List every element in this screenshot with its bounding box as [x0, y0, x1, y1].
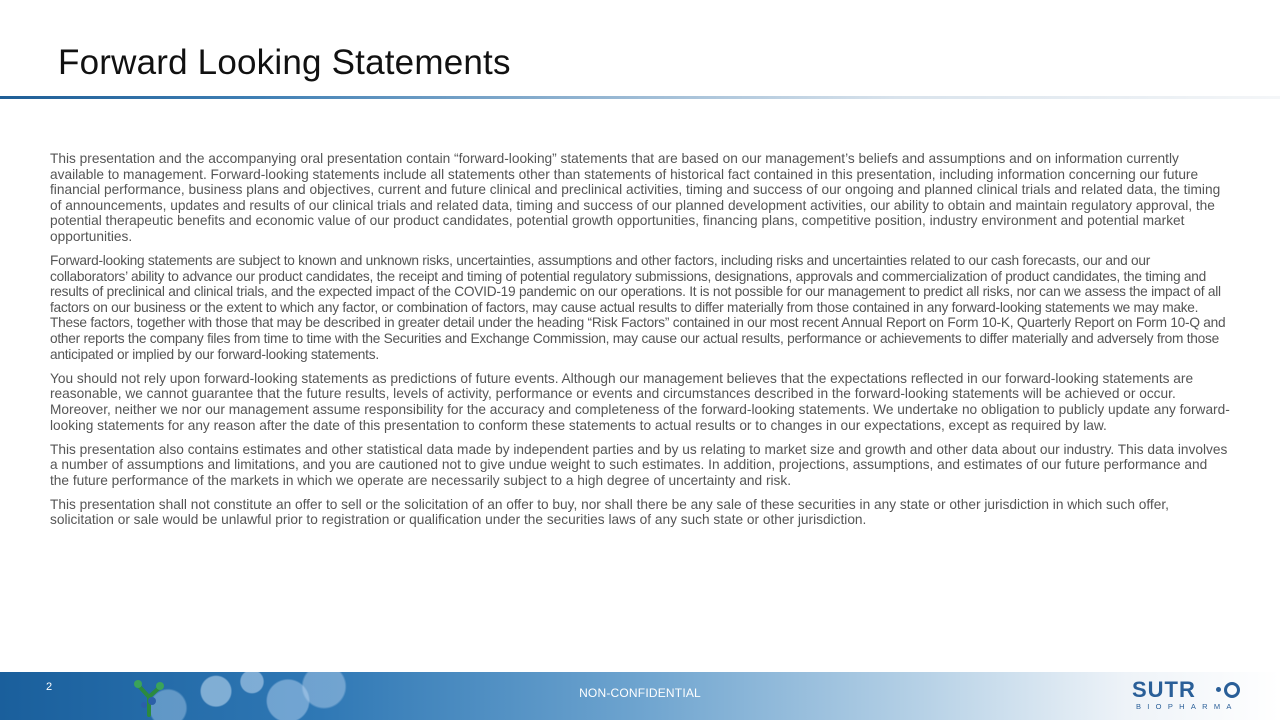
logo-subtitle: BIOPHARMA: [1136, 702, 1238, 711]
logo-dot: [1216, 687, 1221, 692]
paragraph-4: This presentation also contains estimates and other statistical data made by independent parties and by us relating to market size and growth and other data about our industry. This data involves a number of assumptions and limitations, and you are cautioned not to give undue weight to such estimates. In addition, projections, assumptions, and estimates of our future performance and the future performance of the markets in which we operate are necessarily subject to a high degree of uncertainty and risk.: [50, 441, 1228, 488]
sutro-logo: [1132, 678, 1252, 714]
paragraph-3: You should not rely upon forward-looking statements as predictions of future events. Although our management believes that the expectations reflected in our forward-looking statements are reasonable, we cannot guarantee that the future results, levels of activity, performance or events and circumstances described in the forward-looking statements will be achieved or occur. Moreover, neither we nor our management assume responsibility for the accuracy and completeness of the forward-looking statements. We undertake no obligation to publicly update any forward-looking statements for any reason after the date of this presentation to conform these statements to actual results or to changes in our expectations, except as required by law.: [50, 370, 1230, 433]
classification-label: NON-CONFIDENTIAL: [579, 686, 701, 700]
slide-title: Forward Looking Statements: [58, 43, 511, 82]
slide-number: 2: [46, 681, 53, 693]
title-divider: [0, 96, 1280, 99]
paragraph-5: This presentation shall not constitute an offer to sell or the solicitation of an offer to buy, nor shall there be any sale of these securities in any state or other jurisdiction in which such offer, solicitation or sale would be unlawful prior to registration or qualification under the securities laws of any such state or other jurisdiction.: [50, 496, 1169, 528]
body-text: [50, 151, 1230, 537]
paragraph-2: Forward-looking statements are subject to known and unknown risks, uncertainties, assumptions and other factors, including risks and uncertainties related to our cash forecasts, our and our collaborators’ ability to advance our product candidates, the receipt and timing of potential regulatory submissions, designations, approvals and commercialization of product candidates, the timing and results of preclinical and clinical trials, and the expected impact of the COVID-19 pandemic on our operations. It is not possible for our management to predict all risks, nor can we assess the impact of all factors on our business or the extent to which any factor, or combination of factors, may cause actual results to differ materially from those contained in any forward-looking statements we may make. These factors, together with those that may be described in greater detail under the heading “Risk Factors” contained in our most recent Annual Report on Form 10-K, Quarterly Report on Form 10-Q and other reports the company files from time to time with the Securities and Exchange Commission, may cause our actual results, performance or achievements to differ materially and adversely from those anticipated or implied by our forward-looking statements.: [50, 253, 1226, 362]
paragraph-1: This presentation and the accompanying oral presentation contain “forward-looking” statements that are based on our management’s beliefs and assumptions and on information currently available to management. Forward-looking statements include all statements other than statements of historical fact contained in this presentation, including information concerning our future financial performance, business plans and objectives, current and future clinical and preclinical activities, timing and success of our ongoing and planned clinical trials and related data, the timing of announcements, updates and results of our clinical trials and related data, timing and success of our planned development activities, our ability to obtain and maintain regulatory approval, the potential therapeutic benefits and economic value of our product candidates, potential growth opportunities, financing plans, competitive position, industry environment and potential market opportunities.: [50, 151, 1221, 244]
logo-ring-icon: [1224, 682, 1240, 698]
logo-wordmark: SUTR: [1132, 677, 1196, 702]
